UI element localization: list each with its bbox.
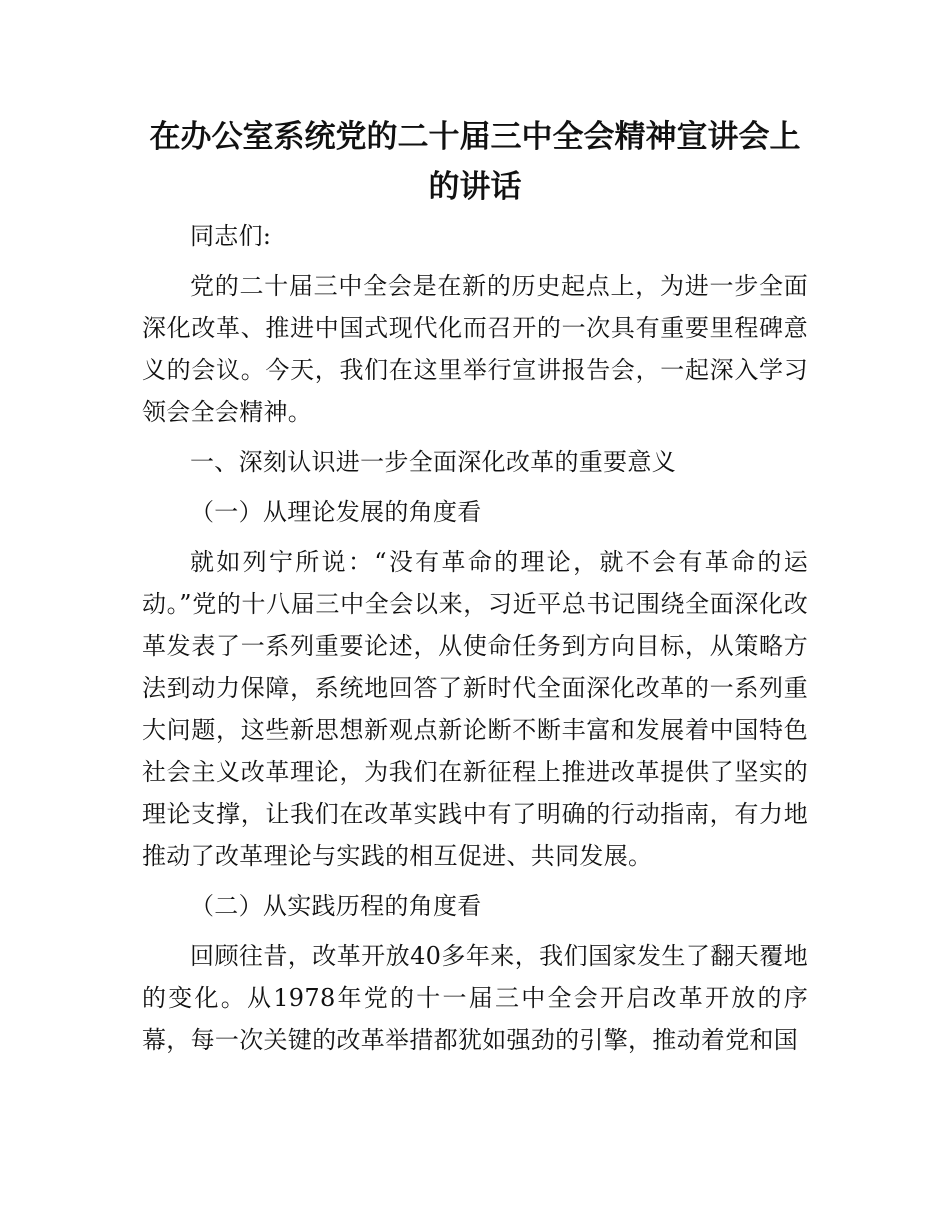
theory-paragraph: 就如列宁所说：“没有革命的理论，就不会有革命的运动。”党的十八届三中全会以来，习近平总书记围绕全面深化改革发表了一系列重要论述，从使命任务到方向目标，从策略方法到动力保障，系统地回答了新时代全面深化改革的一系列重大问题，这些新思想新观点新论断不断丰富和发展着中国特色社会主义改革理论，为我们在新征程上推进改革提供了坚实的理论支撑，让我们在改革实践中有了明确的行动指南，有力地推动了改革理论与实践的相互促进、共同发展。 bbox=[142, 548, 808, 870]
subsection-heading-2: （二）从实践历程的角度看 bbox=[190, 892, 482, 920]
document-title: 在办公室系统党的二十届三中全会精神宣讲会上的讲话 bbox=[149, 119, 801, 205]
section-heading-1: 一、深刻认识进一步全面深化改革的重要意义 bbox=[190, 448, 676, 476]
salutation: 同志们: bbox=[190, 222, 272, 250]
intro-paragraph: 党的二十届三中全会是在新的历史起点上，为进一步全面深化改革、推进中国式现代化而召开的一次具有重要里程碑意义的会议。今天，我们在这里举行宣讲报告会，一起深入学习领会全会精神。 bbox=[142, 272, 808, 426]
document-body bbox=[142, 215, 808, 1069]
subsection-heading-1: （一）从理论发展的角度看 bbox=[190, 498, 482, 526]
practice-paragraph: 回顾往昔，改革开放40多年来，我们国家发生了翻天覆地的变化。从1978年党的十一届三中全会开启改革开放的序幕，每一次关键的改革举措都犹如强劲的引擎，推动着党和国 bbox=[142, 942, 808, 1054]
